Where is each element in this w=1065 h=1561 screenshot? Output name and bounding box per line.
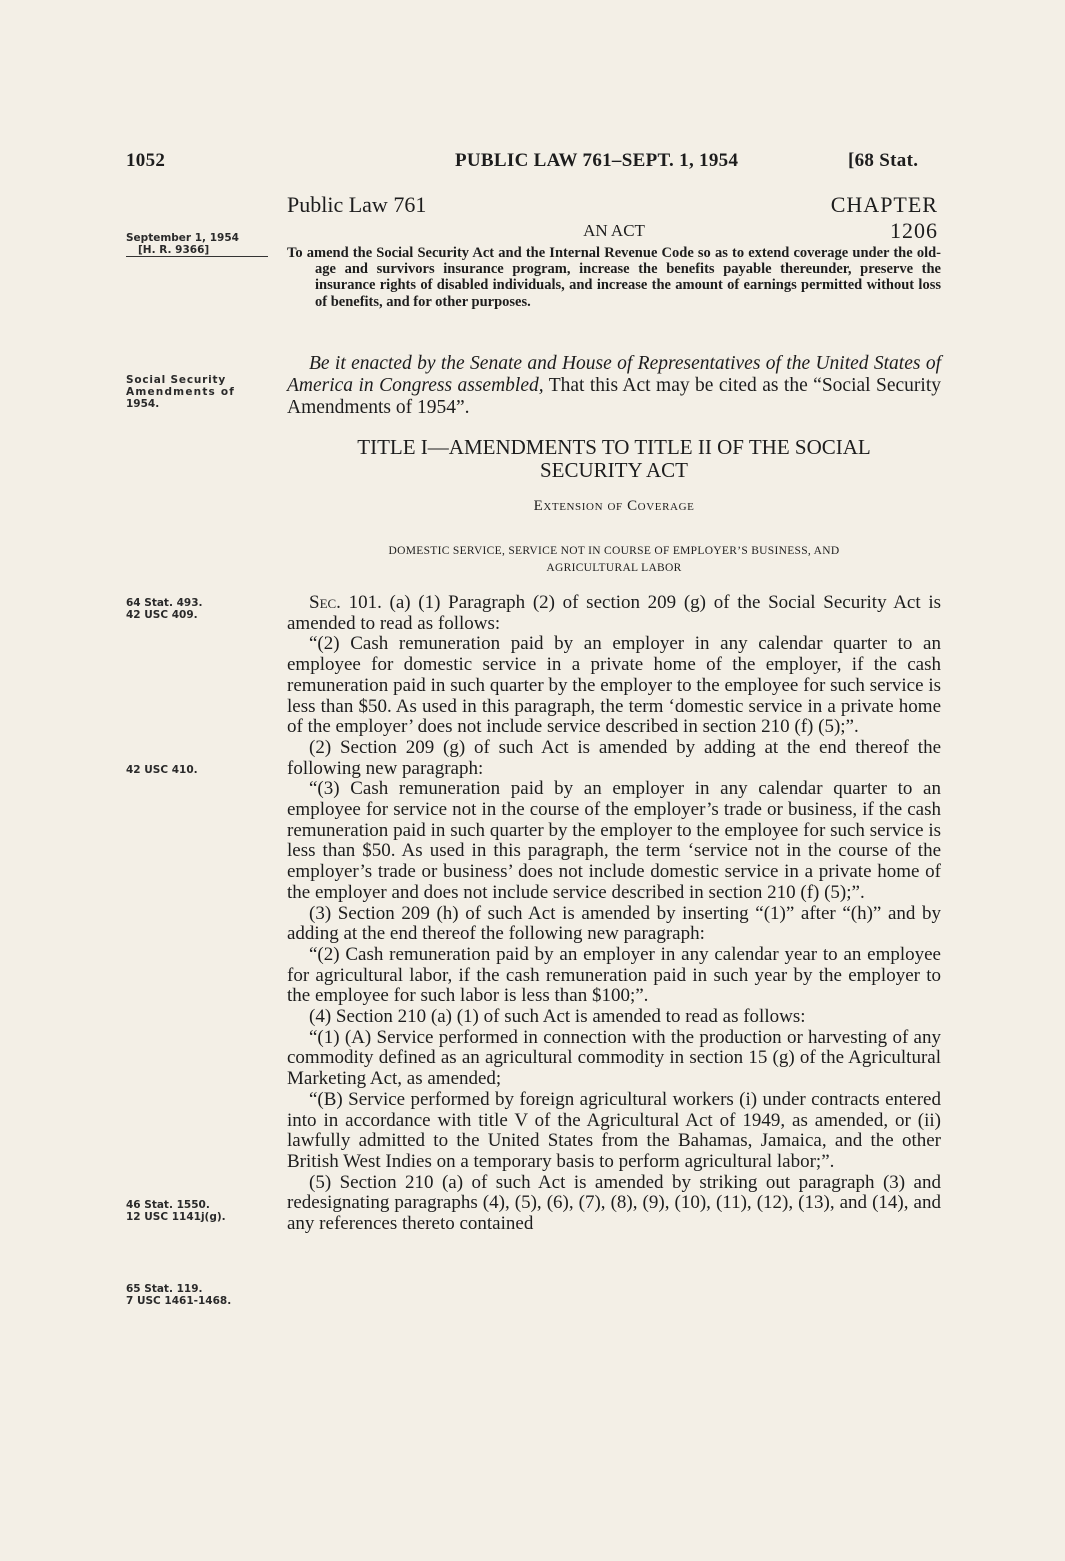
- quoted-paragraph-3: “(2) Cash remuneration paid by an employer in any calendar year to an employee for agricultural labor, if the cash remuneration paid in such year by the employer to the employee for such labor is less than $100;”.: [287, 943, 941, 1007]
- title-heading: TITLE I—AMENDMENTS TO TITLE II OF THE SOCIAL SECURITY ACT: [357, 435, 871, 482]
- subheading-extension: Extension of Coverage: [533, 498, 695, 514]
- paragraph-5: (5) Section 210 (a) of such Act is amended by striking out paragraph (3) and redesignating paragraphs (4), (5), (6), (7), (8), (9), (10), (11), (12), (13), and (14), and any references thereto contained: [287, 1171, 941, 1235]
- margin-citation-4: 65 Stat. 119. 7 USC 1461-1468.: [126, 1283, 232, 1307]
- enacting-italic: Be it enacted by the Senate and House of Representatives of the United States of America in Congress assembled,: [287, 353, 941, 396]
- public-law-number: Public Law 761: [287, 192, 427, 217]
- page-number: 1052: [126, 150, 166, 171]
- paragraph-3: (3) Section 209 (h) of such Act is amended by inserting “(1)” after “(h)” and by adding at the end thereof the following new paragraph:: [287, 902, 941, 945]
- paragraph-2: (2) Section 209 (g) of such Act is amended by adding at the end thereof the following new paragraph:: [287, 736, 941, 779]
- margin-citation-3: 46 Stat. 1550. 12 USC 1141j(g).: [126, 1199, 226, 1223]
- quoted-paragraph-4: “(1) (A) Service performed in connection with the production or harvesting of any commodity defined as an agricultural commodity in section 15 (g) of the Agricultural Marketing Act, as amended;: [287, 1026, 941, 1090]
- enacting-clause: [287, 353, 941, 419]
- act-label: AN ACT: [583, 221, 645, 240]
- margin-citation-1: 64 Stat. 493. 42 USC 409.: [126, 597, 203, 621]
- margin-date: September 1, 1954 [H. R. 9366]: [126, 232, 272, 257]
- paragraph-a1: Sec. 101. (a) (1) Paragraph (2) of section 209 (g) of the Social Security Act is amended to read as follows:: [287, 592, 941, 634]
- volume-citation: [68 Stat.: [848, 150, 919, 171]
- running-title: PUBLIC LAW 761–SEPT. 1, 1954: [455, 150, 739, 171]
- quoted-paragraph-2: “(3) Cash remuneration paid by an employer in any calendar quarter to an employee for service not in the course of the employer’s trade or business, if the cash remuneration paid in such quarter by the employer to the employee for such service is less than $50. As used in this paragraph, the term ‘service not in the course of the employer’s trade or business’ does not include domestic service in a private home of the employer and does not include service described in section 210 (f) (5);”.: [287, 778, 941, 903]
- quoted-paragraph-5: “(B) Service performed by foreign agricultural workers (i) under contracts entered into in accordance with title V of the Agricultural Act of 1949, as amended, or (ii) lawfully admitted to the United States from the Bahamas, Jamaica, and the other British West Indies on a temporary basis to perform agricultural labor;”.: [287, 1088, 941, 1172]
- subheading-domestic-service: DOMESTIC SERVICE, SERVICE NOT IN COURSE OF EMPLOYER’S BUSINESS, AND AGRICULTURAL LABOR: [388, 545, 840, 574]
- margin-short-title: Social Security Amendments of 1954.: [126, 374, 236, 410]
- act-purpose: To amend the Social Security Act and the Internal Revenue Code so as to extend coverage under the old-age and survivors insurance program, increase the benefits payable thereunder, preserve the insurance rights of disabled individuals, and increase the amount of earnings permitted without loss of benefits, and for other purposes.: [287, 245, 941, 310]
- paragraph-4: (4) Section 210 (a) (1) of such Act is amended to read as follows:: [309, 1006, 806, 1028]
- section-body: [287, 593, 941, 1235]
- margin-citation-2: 42 USC 410.: [126, 764, 198, 776]
- enacting-rest: That this Act may be cited as the “Social Security Amendments of 1954”.: [287, 375, 941, 418]
- chapter-number: CHAPTER 1206: [830, 192, 938, 243]
- quoted-paragraph-1: “(2) Cash remuneration paid by an employer in any calendar quarter to an employee for domestic service in a private home of the employer, if the cash remuneration paid in such quarter by the employer to the employee for such service is less than $50. As used in this paragraph, the term ‘domestic service in a private home of the employer’ does not include service described in section 210 (f) (5);”.: [287, 633, 941, 738]
